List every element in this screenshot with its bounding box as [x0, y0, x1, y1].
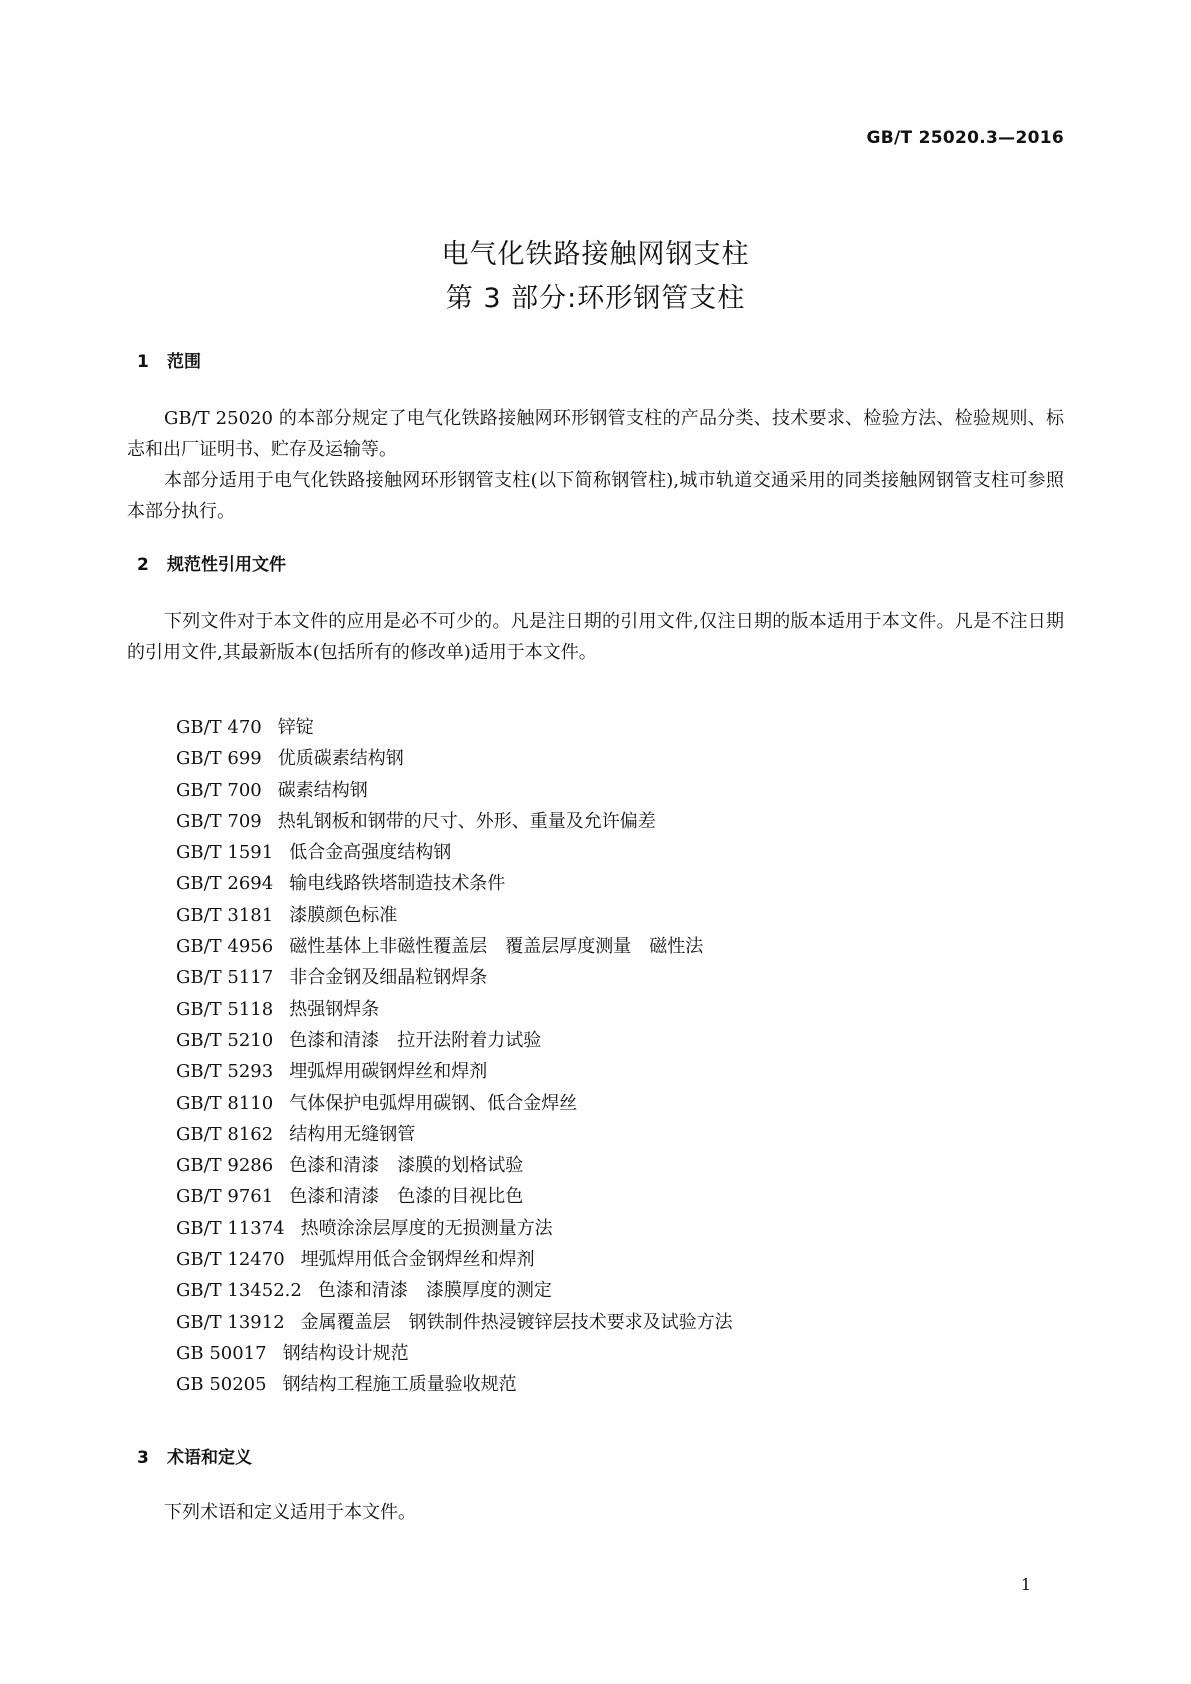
section-number: 3 [137, 1448, 149, 1468]
section-number: 1 [137, 352, 149, 372]
reference-item: GB/T 13912 金属覆盖层 钢铁制件热浸镀锌层技术要求及试验方法 [176, 1311, 733, 1333]
section-title: 术语和定义 [167, 1448, 252, 1468]
reference-item: GB/T 9761 色漆和清漆 色漆的目视比色 [176, 1186, 524, 1208]
reference-item: GB/T 8162 结构用无缝钢管 [176, 1123, 416, 1145]
section-3-heading [137, 1443, 252, 1468]
reference-item: GB/T 12470 埋弧焊用低合金钢焊丝和焊剂 [176, 1249, 535, 1271]
standard-code: GB/T 25020.3—2016 [866, 128, 1064, 148]
document-subtitle: 第 3 部分:环形钢管支柱 [445, 283, 746, 314]
reference-item: GB/T 3181 漆膜颜色标准 [176, 904, 398, 926]
section-2-paragraph-1: 下列文件对于本文件的应用是必不可少的。凡是注日期的引用文件,仅注日期的版本适用于本文件。凡是不注日期的引用文件,其最新版本(包括所有的修改单)适用于本文件。 [127, 611, 1064, 663]
reference-item: GB/T 2694 输电线路铁塔制造技术条件 [176, 873, 506, 895]
document-title: 电气化铁路接触网钢支柱 [441, 239, 750, 270]
reference-item: GB/T 11374 热喷涂涂层厚度的无损测量方法 [176, 1217, 553, 1239]
section-number: 2 [137, 555, 149, 575]
reference-item: GB 50017 钢结构设计规范 [176, 1342, 409, 1364]
section-1-paragraph-1: GB/T 25020 的本部分规定了电气化铁路接触网环形钢管支柱的产品分类、技术要求、检验方法、检验规则、标志和出厂证明书、贮存及运输等。 [127, 408, 1064, 460]
reference-item: GB/T 1591 低合金高强度结构钢 [176, 842, 452, 864]
reference-item: GB/T 709 热轧钢板和钢带的尺寸、外形、重量及允许偏差 [176, 810, 656, 832]
reference-item: GB/T 470 锌锭 [176, 717, 314, 738]
section-1-heading [137, 347, 201, 372]
reference-item: GB/T 8110 气体保护电弧焊用碳钢、低合金焊丝 [176, 1092, 578, 1114]
section-title: 规范性引用文件 [167, 555, 286, 575]
reference-item: GB/T 9286 色漆和清漆 漆膜的划格试验 [176, 1155, 524, 1177]
reference-item: GB/T 699 优质碳素结构钢 [176, 748, 404, 770]
reference-item: GB/T 4956 磁性基体上非磁性覆盖层 覆盖层厚度测量 磁性法 [176, 936, 704, 958]
section-1-paragraph-2: 本部分适用于电气化铁路接触网环形钢管支柱(以下简称钢管柱),城市轨道交通采用的同类接触网钢管支柱可参照本部分执行。 [127, 470, 1064, 522]
section-title: 范围 [167, 352, 201, 372]
normative-references-list [176, 712, 733, 1401]
reference-item: GB/T 5117 非合金钢及细晶粒钢焊条 [176, 967, 488, 989]
page-number: 1 [1020, 1575, 1031, 1594]
reference-item: GB/T 700 碳素结构钢 [176, 779, 368, 801]
reference-item: GB 50205 钢结构工程施工质量验收规范 [176, 1374, 517, 1396]
reference-item: GB/T 13452.2 色漆和清漆 漆膜厚度的测定 [176, 1280, 552, 1302]
section-2-heading [137, 550, 286, 575]
reference-item: GB/T 5210 色漆和清漆 拉开法附着力试验 [176, 1029, 542, 1051]
reference-item: GB/T 5293 埋弧焊用碳钢焊丝和焊剂 [176, 1061, 488, 1083]
reference-item: GB/T 5118 热强钢焊条 [176, 998, 380, 1020]
section-3-paragraph-1: 下列术语和定义适用于本文件。 [164, 1502, 416, 1523]
